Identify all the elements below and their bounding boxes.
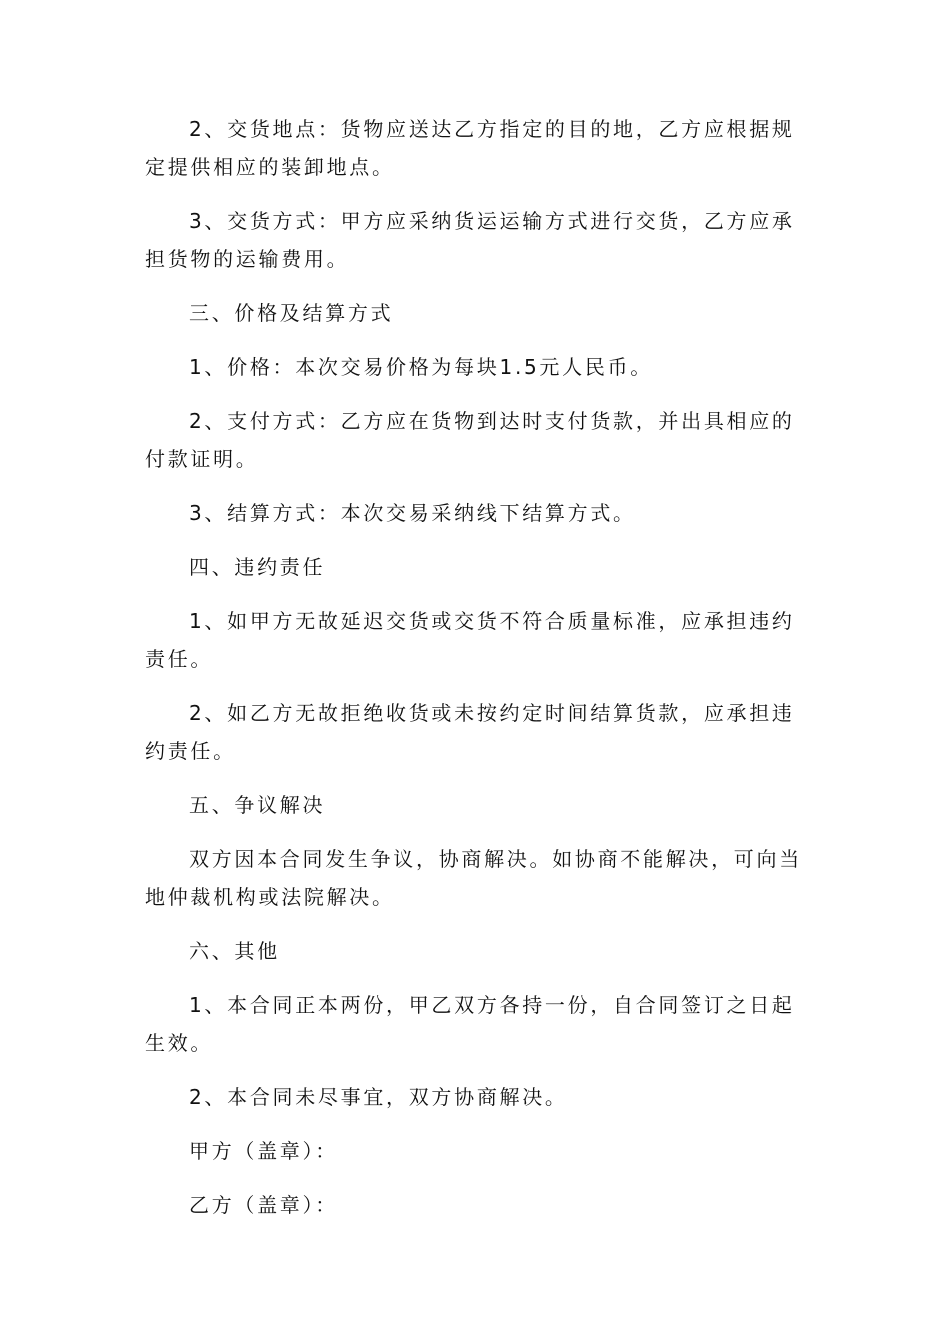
clause-breach-party-a: 1、如甲方无故延迟交货或交货不符合质量标准，应承担违约责任。: [145, 609, 795, 671]
clause-payment-method: 2、支付方式：乙方应在货物到达时支付货款，并出具相应的付款证明。: [145, 409, 795, 471]
clause-other-2: 2、本合同未尽事宜，双方协商解决。: [189, 1085, 568, 1109]
clause-price: 1、价格：本次交易价格为每块1.5元人民币。: [189, 355, 653, 379]
clause-delivery-method: 3、交货方式：甲方应采纳货运运输方式进行交货，乙方应承担货物的运输费用。: [145, 209, 795, 271]
clause-dispute: 双方因本合同发生争议，协商解决。如协商不能解决，可向当地仲裁机构或法院解决。: [145, 847, 802, 909]
section-heading-dispute: 五、争议解决: [189, 793, 326, 817]
clause-other-1: 1、本合同正本两份，甲乙双方各持一份，自合同签订之日起生效。: [145, 993, 795, 1055]
section-heading-price-settlement: 三、价格及结算方式: [189, 301, 394, 325]
clause-settlement-method: 3、结算方式：本次交易采纳线下结算方式。: [189, 501, 636, 525]
clause-breach-party-b: 2、如乙方无故拒绝收货或未按约定时间结算货款，应承担违约责任。: [145, 701, 795, 763]
section-heading-other: 六、其他: [189, 939, 280, 963]
party-b-seal-line: 乙方（盖章）：: [189, 1193, 338, 1217]
party-a-seal-line: 甲方（盖章）：: [189, 1139, 338, 1163]
clause-delivery-place: 2、交货地点：货物应送达乙方指定的目的地，乙方应根据规定提供相应的装卸地点。: [145, 117, 795, 179]
document-page: [145, 110, 805, 1240]
section-heading-breach: 四、违约责任: [189, 555, 326, 579]
